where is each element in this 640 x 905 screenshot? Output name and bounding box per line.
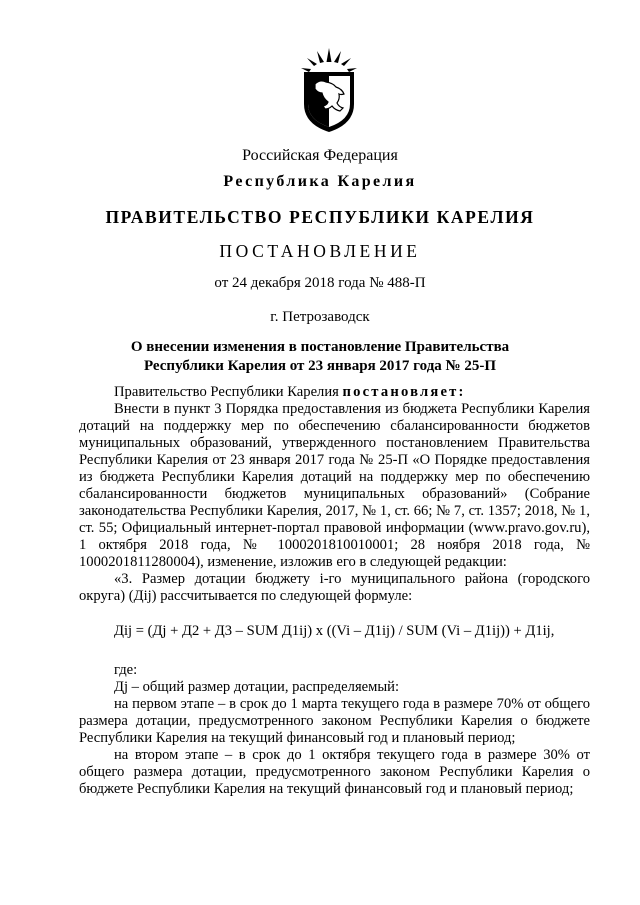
document-body [79, 384, 590, 798]
resolution-lead [79, 384, 590, 401]
document-title-line2: Республики Карелия от 23 января 2017 года № 25-П [143, 358, 497, 374]
paragraph-item-3: «3. Размер дотации бюджету i-го муниципального района (городского округа) (Дij) рассчитывается по следующей формуле: [79, 571, 590, 604]
coat-of-arms-karelia-icon [298, 48, 360, 134]
government-name: ПРАВИТЕЛЬСТВО РЕСПУБЛИКИ КАРЕЛИЯ [105, 207, 535, 227]
document-type: ПОСТАНОВЛЕНИЕ [219, 241, 421, 261]
resolution-lead-bold: постановляет: [342, 384, 466, 400]
paragraph-amendment: Внести в пункт 3 Порядка предоставления из бюджета Республики Карелия дотаций на поддержку мер по обеспечению сбалансированности бюджетов муниципальных образований, утвержденного постановлением Правительства Республики Карелия от 23 января 2017 года № 25-П «О Порядке предоставления из бюджета Республики Карелия дотаций на поддержку мер по обеспечению сбалансированности бюджетов муниципальных образований» (Собрание законодательства Республики Карелия, 2017, № 1, ст. 66; № 7, ст. 1357; 2018, № 1, ст. 55; Официальный интернет-портал правовой информации (www.pravo.gov.ru), 1 октября 2018 года, № 1000201810010001; 28 ноября 2018 года, № 1000201811280004), изменение, изложив его в следующей редакции: [79, 401, 590, 570]
document-city: г. Петрозаводск [270, 309, 370, 325]
paragraph-first-stage: на первом этапе – в срок до 1 марта текущего года в размере 70% от общего размера дотации, предусмотренного законом Республики Карелия о бюджете Республики Карелия на текущий финансовый год и плановый период; [79, 696, 590, 746]
country-name: Российская Федерация [242, 147, 398, 164]
formula: Дij = (Дj + Д2 + Д3 – SUM Д1ij) x ((Vi – Д1ij) / SUM (Vi – Д1ij)) + Д1ij, [114, 623, 555, 639]
document-title [0, 338, 640, 376]
document-date-number: от 24 декабря 2018 года № 488-П [214, 275, 426, 291]
republic-name: Республика Карелия [223, 173, 417, 190]
paragraph-where: где: [114, 662, 138, 678]
paragraph-second-stage: на втором этапе – в срок до 1 октября текущего года в размере 30% от общего размера дотации, предусмотренного законом Республики Карелия о бюджете Республики Карелия на текущий финансовый год и плановый период; [79, 747, 590, 797]
paragraph-definition-dj: Дj – общий размер дотации, распределяемый: [114, 679, 400, 695]
resolution-lead-text: Правительство Республики Карелия [114, 384, 343, 400]
document-title-line1: О внесении изменения в постановление Правительства [130, 339, 510, 355]
